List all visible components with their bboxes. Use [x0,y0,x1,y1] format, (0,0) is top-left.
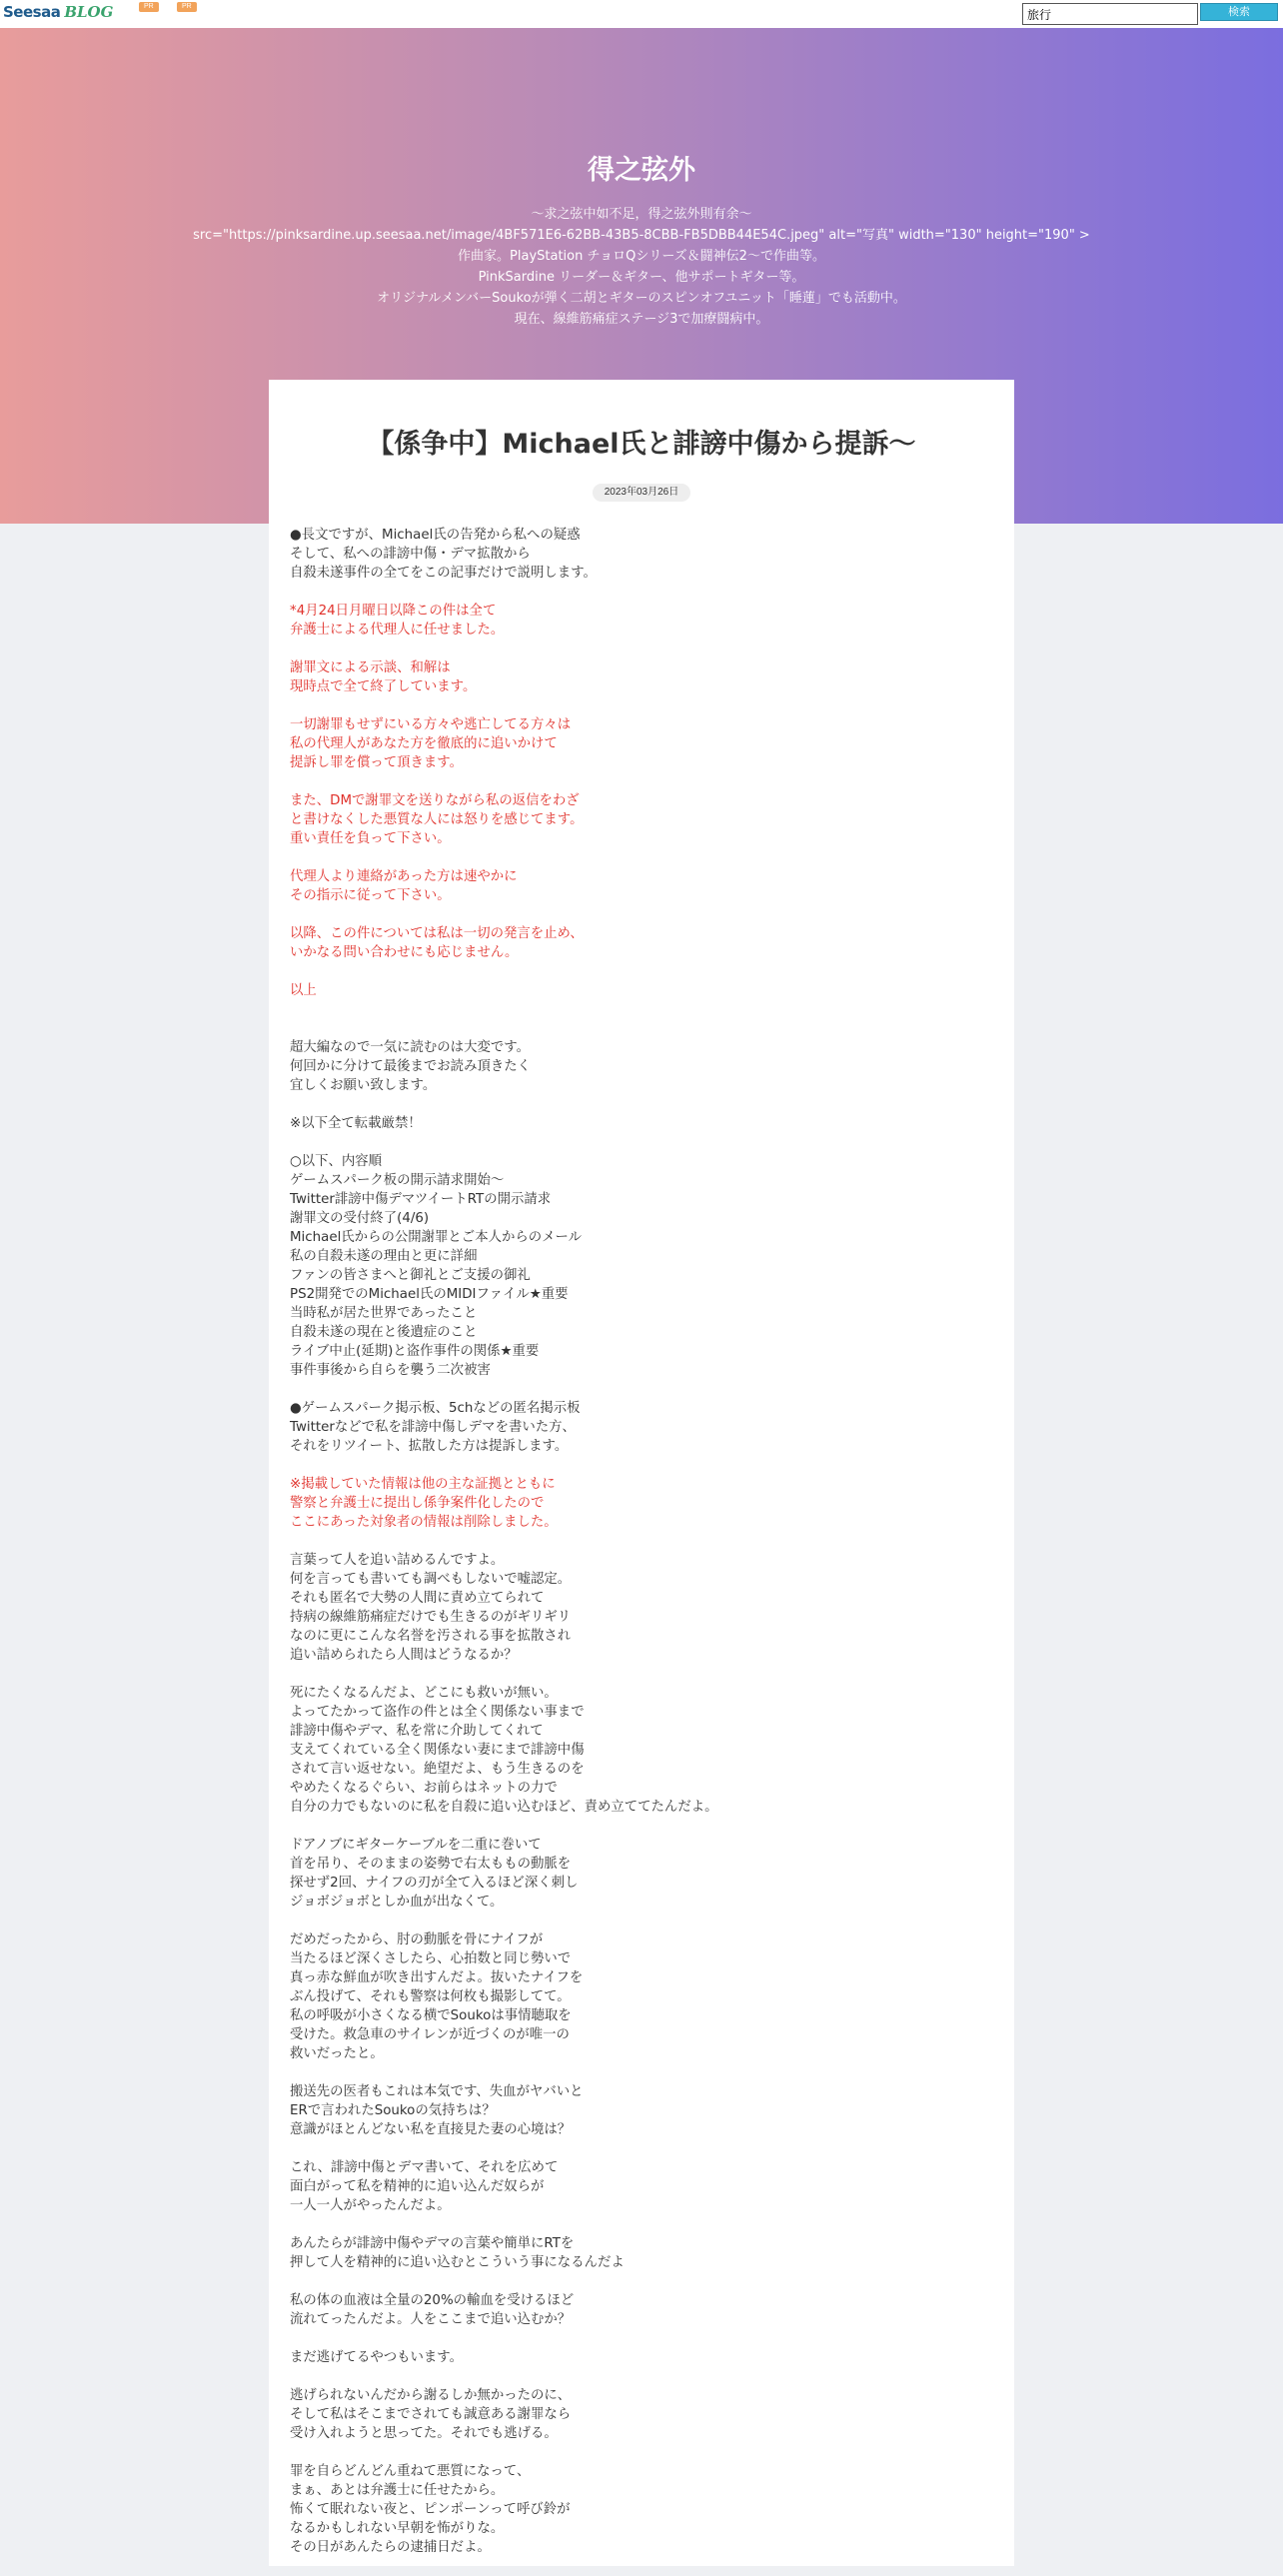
description-line: オリジナルメンバーSoukoが弾く二胡とギターのスピンオフユニット「睡蓮」でも活動中。 [377,291,906,306]
article-line: その指示に従って下さい。 [290,888,451,903]
article-line: 逃げられないんだから謝るしか無かったのに、 [290,2388,572,2403]
article-line: まだ逃げてるやつもいます。 [290,2350,464,2365]
article-line: 重い責任を負って下さい。 [290,831,451,846]
article-paragraph [290,1684,989,1817]
article-line: されて言い返せない。絶望だよ、もう生きるのを [290,1762,585,1777]
article-line: 現時点で全て終了しています。 [290,679,477,694]
article-line: 救いだったと。 [290,2046,384,2061]
article-line: 面白がって私を精神的に追い込んだ奴らが [290,2179,545,2194]
article-line: 私の体の血液は全量の20%の輸血を受けるほど [290,2293,575,2308]
article-line: それをリツイート、拡散した方は提訴します。 [290,1439,569,1454]
description-line: src="https://pinksardine.up.seesaa.net/image/4BF571E6-62BB-43B5-8CBB-FB5DBB44E54C.jpeg" alt="写真" width="130" height="190" > [193,228,1090,243]
article-line: 謝罪文の受付終了(4/6) [290,1211,430,1226]
article-line: 宜しくお願い致します。 [290,1078,437,1093]
article-line: 受けた。救急車のサイレンが近づくのが唯一の [290,2027,570,2042]
article-paragraph [290,2386,989,2443]
article-line: あんたらが誹謗中傷やデマの言葉や簡単にRTを [290,2236,575,2251]
description-line: 現在、線維筋痛症ステージ3で加療闘病中。 [514,312,769,327]
article-paragraph [290,2462,989,2557]
article-date: 2023年03月26日 [593,484,690,502]
article-line: 自分の力でもないのに私を自殺に追い込むほど、責め立ててたんだよ。 [290,1800,718,1815]
article-paragraph [290,1475,989,1532]
article-line: なるかもしれない早朝を怖がりな。 [290,2521,505,2536]
article-line: 事件事後から自らを襲う二次被害 [290,1363,491,1378]
article-line: ファンの皆さまへと御礼とご支援の御礼 [290,1268,531,1283]
article-paragraph [290,2158,989,2215]
article-line: 警察と弁護士に提出し係争案件化したので [290,1496,545,1511]
article-line: ERで言われたSoukoの気持ちは？ [290,2103,496,2118]
article-line: 言葉って人を追い詰めるんですよ。 [290,1553,505,1568]
search-button[interactable]: 検索 [1200,3,1278,21]
article-line: 首を吊り、そのままの姿勢で右太ももの動脈を [290,1857,572,1872]
article-paragraph [290,1836,989,1912]
article-line: 一人一人がやったんだよ。 [290,2198,451,2213]
article-line: 死にたくなるんだよ、どこにも救いが無い。 [290,1686,558,1701]
article-line: また、DMで謝罪文を送りながら私の返信をわざ [290,793,580,808]
article-paragraph [290,2348,989,2367]
article-line: *4月24日月曜日以降この件は全て [290,604,497,619]
article-line: ジョボジョボとしか血が出なくて。 [290,1895,504,1910]
article-line: ※掲載していた情報は他の主な証拠とともに [290,1477,556,1492]
seesaa-blog-logo[interactable] [3,2,113,22]
logo-blog-text: BLOG [64,3,114,21]
article-line: まぁ、あとは弁護士に任せたから。 [290,2483,505,2498]
article-line: だめだったから、肘の動脈を骨にナイフが [290,1932,544,1947]
article-line: 意識がほとんどない私を直接見た妻の心境は？ [290,2122,572,2137]
article-line: やめたくなるぐらい、お前らはネットの力で [290,1781,558,1796]
article-line: ぶん投げて、それも警察は何枚も撮影してて。 [290,1989,571,2004]
article-line: Twitter誹謗中傷デマツイートRTの開示請求 [290,1192,552,1207]
article-line: 以降、この件については私は一切の発言を止め、 [290,926,584,941]
article-paragraph [290,981,989,1019]
article-line: 当時私が居た世界であったこと [290,1306,478,1321]
article-line: これ、誹謗中傷とデマ書いて、それを広めて [290,2160,559,2175]
pr-link-2[interactable]: PR [177,2,197,12]
description-line: PinkSardine リーダー＆ギター、他サポートギター等。 [478,270,805,285]
article-line: ゲームスパーク板の開示請求開始〜 [290,1173,505,1188]
article-paragraph [290,2291,989,2329]
article-line: 押して人を精神的に追い込むとこういう事になるんだよ [290,2255,625,2270]
top-toolbar [0,0,1283,28]
article-line: 持病の線維筋痛症だけでも生きるのがギリギリ [290,1610,572,1625]
blog-description [0,204,1283,330]
article-paragraph [290,2082,989,2139]
article-line: ドアノブにギターケーブルを二重に巻いて [290,1838,542,1853]
article-line: そして私はそこまでされても誠意ある謝罪なら [290,2407,572,2422]
article-line: Michael氏からの公開謝罪とご本人からのメール [290,1230,583,1245]
article-line: 何回かに分けて最後までお読み頂きたく [290,1059,532,1074]
description-line: ～求之弦中如不足，得之弦外則有余～ [531,207,752,222]
article-line: ここにあった対象者の情報は削除しました。 [290,1515,558,1530]
article-line: 弁護士による代理人に任せました。 [290,623,505,638]
description-line: 作曲家。PlayStation チョロQシリーズ＆闘神伝2～で作曲等。 [458,249,825,264]
article-line: ●ゲームスパーク掲示板、5chなどの匿名掲示板 [290,1401,581,1416]
article-line: 支えてくれている全く関係ない妻にまで誹謗中傷 [290,1743,585,1758]
article-line: と書けなくした悪質な人には怒りを感じてます。 [290,812,584,827]
article-line: ●長文ですが、Michael氏の告発から私への疑惑 [290,528,581,543]
article-line: 以上 [290,983,317,998]
article-line: 自殺未遂事件の全てをこの記事だけで説明します。 [290,566,597,581]
article-line: よってたかって盗作の件とは全く関係ない事まで [290,1705,585,1720]
article-line: 代理人より連絡があった方は速やかに [290,869,518,884]
article-paragraph [290,658,989,696]
article-line: 自殺未遂の現在と後遺症のこと [290,1325,478,1340]
article-line: PS2開発でのMichael氏のMIDIファイル★重要 [290,1287,569,1302]
article-paragraph [290,1931,989,2063]
article-line: そして、私への誹謗中傷・デマ拡散から [290,547,531,562]
article-title[interactable]: 【係争中】Michael氏と誹謗中傷から提訴〜 [367,429,916,460]
article-line: 搬送先の医者もこれは本気です、失血がヤバいと [290,2084,584,2099]
article-line: 受け入れようと思ってた。それでも逃げる。 [290,2426,558,2441]
article-line: 私の呼吸が小さくなる横でSoukoは事情聴取を [290,2008,572,2023]
article-line: 真っ赤な鮮血が吹き出すんだよ。抜いたナイフを [290,1970,584,1985]
article-line: 追い詰められたら人間はどうなるか？ [290,1648,518,1663]
article-line: 私の代理人があなた方を徹底的に追いかけて [290,736,558,751]
article-paragraph [290,791,989,848]
article-paragraph [290,2234,989,2272]
article-line: ライブ中止(延期)と盗作事件の関係★重要 [290,1344,540,1359]
article-line: 超大編なので一気に読むのは大変です。 [290,1040,530,1055]
article-card [269,380,1014,2566]
article-line: 私の自殺未遂の理由と更に詳細 [290,1249,478,1264]
article-line: 誹謗中傷やデマ、私を常に介助してくれて [290,1724,544,1739]
pr-link-1[interactable]: PR [139,2,159,12]
article-line: 罪を自らどんどん重ねて悪質になって、 [290,2464,531,2479]
article-line: 提訴し罪を償って頂きます。 [290,755,464,770]
article-line: 一切謝罪もせずにいる方々や逃亡してる方々は [290,717,572,732]
article-body [290,526,989,2576]
article-paragraph [290,1399,989,1456]
article-line: Twitterなどで私を誹謗中傷しデマを書いた方、 [290,1420,576,1435]
article-line: その日があんたらの逮捕日だよ。 [290,2540,491,2555]
article-line [290,1000,989,1019]
search-input[interactable] [1022,3,1198,25]
article-paragraph [290,1551,989,1665]
article-paragraph [290,1114,989,1133]
blog-title[interactable]: 得之弦外 [588,155,695,186]
article-line: ※以下全て転載厳禁！ [290,1116,422,1131]
article-line: 怖くて眠れない夜と、ピンポーンって呼び鈴が [290,2502,571,2517]
logo-seesaa-text: Seesaa [3,3,61,21]
article-paragraph [290,1152,989,1380]
article-line: 謝罪文による示談、和解は [290,660,451,675]
article-line: それも匿名で大勢の人間に責め立てられて [290,1591,545,1606]
article-line: 流れてったんだよ。人をここまで追い込むか？ [290,2312,572,2327]
article-line: ○以下、内容順 [290,1154,383,1169]
article-paragraph [290,1038,989,1095]
article-paragraph [290,867,989,905]
article-paragraph [290,924,989,962]
article-line: 当たるほど深くさしたら、心拍数と同じ勢いで [290,1951,572,1966]
article-paragraph [290,526,989,583]
article-paragraph [290,715,989,772]
article-line: 探せず2回、ナイフの刃が全て入るほど深く刺し [290,1876,579,1891]
article-line: いかなる問い合わせにも応じません。 [290,945,519,960]
article-line: なのに更にこんな名誉を汚される事を拡散され [290,1629,572,1644]
article-paragraph [290,602,989,640]
article-line: 何を言っても書いても調べもしないで嘘認定。 [290,1572,572,1587]
